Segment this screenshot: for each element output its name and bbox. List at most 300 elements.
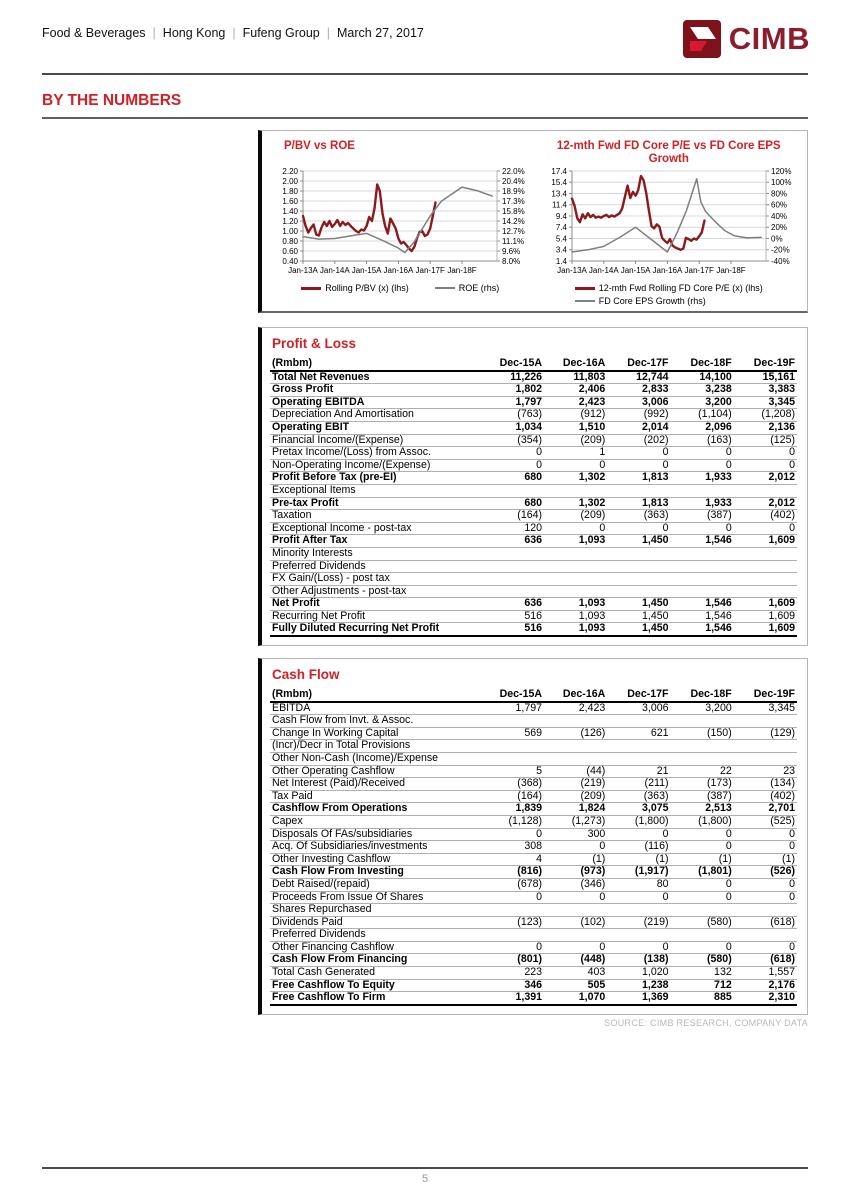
table-row bbox=[270, 535, 797, 548]
row-value: 0 bbox=[734, 447, 797, 460]
row-label: Operating EBIT bbox=[270, 421, 481, 434]
row-value bbox=[544, 715, 607, 728]
legend-label: Rolling P/BV (x) (lhs) bbox=[325, 283, 409, 293]
row-value bbox=[481, 904, 544, 917]
row-value bbox=[671, 752, 734, 765]
chart-legend bbox=[301, 283, 499, 293]
svg-text:15.8%: 15.8% bbox=[502, 206, 525, 216]
table-row bbox=[270, 853, 797, 866]
row-value: 1,093 bbox=[544, 535, 607, 548]
row-value: (209) bbox=[544, 434, 607, 447]
profit-loss-panel bbox=[258, 327, 808, 646]
row-value: (209) bbox=[544, 510, 607, 523]
legend-item bbox=[301, 283, 409, 293]
breadcrumb-separator: | bbox=[232, 26, 236, 40]
cash-flow-table bbox=[270, 689, 797, 1006]
svg-text:40%: 40% bbox=[770, 211, 787, 221]
row-label: Financial Income/(Expense) bbox=[270, 434, 481, 447]
svg-text:20.4%: 20.4% bbox=[502, 176, 525, 186]
row-label: Acq. Of Subsidiaries/investments bbox=[270, 841, 481, 854]
row-value: 2,012 bbox=[734, 472, 797, 485]
svg-text:17.3%: 17.3% bbox=[502, 196, 525, 206]
table-row bbox=[270, 384, 797, 397]
row-value: 1,609 bbox=[734, 598, 797, 611]
row-value: 2,136 bbox=[734, 421, 797, 434]
row-value: 2,012 bbox=[734, 497, 797, 510]
row-value: 0 bbox=[671, 447, 734, 460]
row-value: 2,423 bbox=[544, 396, 607, 409]
table-row bbox=[270, 967, 797, 980]
row-value bbox=[734, 573, 797, 586]
row-value bbox=[544, 585, 607, 598]
row-value: 3,200 bbox=[671, 702, 734, 715]
table-column-header: Dec-15A bbox=[481, 358, 544, 371]
svg-text:1.40: 1.40 bbox=[282, 206, 299, 216]
row-value: 0 bbox=[671, 841, 734, 854]
row-value: (129) bbox=[734, 727, 797, 740]
svg-text:11.4: 11.4 bbox=[551, 200, 567, 210]
row-value: (402) bbox=[734, 510, 797, 523]
cimb-logo-text: CIMB bbox=[728, 21, 810, 56]
row-label: Exceptional Items bbox=[270, 484, 481, 497]
row-label: Recurring Net Profit bbox=[270, 610, 481, 623]
svg-text:Jan-13A: Jan-13A bbox=[556, 266, 587, 275]
table-row bbox=[270, 472, 797, 485]
row-value: (580) bbox=[671, 954, 734, 967]
row-value: 0 bbox=[671, 828, 734, 841]
source-note: SOURCE: CIMB RESEARCH, COMPANY DATA bbox=[604, 1018, 808, 1028]
row-value bbox=[544, 573, 607, 586]
row-value: 712 bbox=[671, 979, 734, 992]
chart-plot bbox=[535, 166, 803, 278]
table-row bbox=[270, 623, 797, 636]
row-value: (102) bbox=[544, 916, 607, 929]
row-value: 1,546 bbox=[671, 623, 734, 636]
row-label: Total Cash Generated bbox=[270, 967, 481, 980]
row-value: 0 bbox=[544, 891, 607, 904]
row-value: 1,813 bbox=[607, 472, 670, 485]
row-value: 569 bbox=[481, 727, 544, 740]
row-value: 2,406 bbox=[544, 384, 607, 397]
row-value: 0 bbox=[734, 522, 797, 535]
table-column-header: Dec-15A bbox=[481, 689, 544, 702]
row-value: 0 bbox=[481, 459, 544, 472]
row-label: FX Gain/(Loss) - post tax bbox=[270, 573, 481, 586]
row-value bbox=[734, 715, 797, 728]
row-value: 0 bbox=[481, 941, 544, 954]
row-value: 2,176 bbox=[734, 979, 797, 992]
row-value: 132 bbox=[671, 967, 734, 980]
svg-text:1.20: 1.20 bbox=[282, 216, 299, 226]
row-value bbox=[544, 547, 607, 560]
row-value bbox=[734, 740, 797, 753]
row-label: Pre-tax Profit bbox=[270, 497, 481, 510]
svg-text:22.0%: 22.0% bbox=[502, 166, 525, 176]
row-value bbox=[671, 484, 734, 497]
svg-text:12.7%: 12.7% bbox=[502, 226, 525, 236]
row-value: 308 bbox=[481, 841, 544, 854]
svg-text:100%: 100% bbox=[770, 178, 792, 188]
svg-text:15.4: 15.4 bbox=[551, 178, 567, 188]
row-value: 1,802 bbox=[481, 384, 544, 397]
row-value: 0 bbox=[544, 459, 607, 472]
row-value: 0 bbox=[607, 522, 670, 535]
row-value: 1,797 bbox=[481, 702, 544, 715]
row-value: 3,238 bbox=[671, 384, 734, 397]
row-value: 1,839 bbox=[481, 803, 544, 816]
title-divider bbox=[42, 117, 808, 119]
row-value: 0 bbox=[544, 522, 607, 535]
row-value: 636 bbox=[481, 598, 544, 611]
row-label: Proceeds From Issue Of Shares bbox=[270, 891, 481, 904]
svg-text:60%: 60% bbox=[770, 200, 787, 210]
svg-text:Jan-18F: Jan-18F bbox=[447, 266, 477, 275]
row-value: 0 bbox=[607, 891, 670, 904]
row-value: 3,006 bbox=[607, 702, 670, 715]
row-value: 1,933 bbox=[671, 497, 734, 510]
row-value: (525) bbox=[734, 815, 797, 828]
row-value bbox=[481, 484, 544, 497]
row-value bbox=[734, 904, 797, 917]
row-value: (138) bbox=[607, 954, 670, 967]
table-column-header: Dec-19F bbox=[734, 358, 797, 371]
charts-panel bbox=[258, 130, 808, 313]
table-row bbox=[270, 421, 797, 434]
footer-divider bbox=[42, 1167, 808, 1169]
row-value: 12,744 bbox=[607, 371, 670, 384]
chart-title: 12-mth Fwd FD Core P/E vs FD Core EPS Growth bbox=[556, 140, 781, 165]
row-value: (526) bbox=[734, 866, 797, 879]
row-label: Profit After Tax bbox=[270, 535, 481, 548]
row-label: Minority Interests bbox=[270, 547, 481, 560]
row-value bbox=[481, 740, 544, 753]
row-value: (209) bbox=[544, 790, 607, 803]
row-value bbox=[544, 484, 607, 497]
svg-text:120%: 120% bbox=[770, 166, 792, 176]
table-row bbox=[270, 891, 797, 904]
row-value: 516 bbox=[481, 623, 544, 636]
row-value bbox=[671, 904, 734, 917]
row-value: (116) bbox=[607, 841, 670, 854]
row-value: 1,797 bbox=[481, 396, 544, 409]
row-value: (363) bbox=[607, 790, 670, 803]
svg-text:5.4: 5.4 bbox=[555, 234, 567, 244]
row-value: 0 bbox=[607, 447, 670, 460]
row-value: (123) bbox=[481, 916, 544, 929]
row-value: 21 bbox=[607, 765, 670, 778]
row-value: 22 bbox=[671, 765, 734, 778]
table-row bbox=[270, 904, 797, 917]
svg-text:-20%: -20% bbox=[770, 245, 790, 255]
table-row bbox=[270, 778, 797, 791]
table-row bbox=[270, 841, 797, 854]
row-value: (164) bbox=[481, 790, 544, 803]
row-label: Total Net Revenues bbox=[270, 371, 481, 384]
row-value: (618) bbox=[734, 916, 797, 929]
svg-text:80%: 80% bbox=[770, 189, 787, 199]
table-row bbox=[270, 484, 797, 497]
table-row bbox=[270, 941, 797, 954]
row-value: 1,093 bbox=[544, 623, 607, 636]
row-value: (763) bbox=[481, 409, 544, 422]
row-value bbox=[734, 929, 797, 942]
svg-text:Jan-16A: Jan-16A bbox=[652, 266, 683, 275]
row-value: (202) bbox=[607, 434, 670, 447]
row-value: (164) bbox=[481, 510, 544, 523]
row-label: Non-Operating Income/(Expense) bbox=[270, 459, 481, 472]
row-value: (163) bbox=[671, 434, 734, 447]
table-row bbox=[270, 916, 797, 929]
row-value: (678) bbox=[481, 878, 544, 891]
svg-text:Jan-14A: Jan-14A bbox=[588, 266, 619, 275]
svg-text:18.9%: 18.9% bbox=[502, 186, 525, 196]
table-column-header: Dec-16A bbox=[544, 358, 607, 371]
row-value: 0 bbox=[607, 459, 670, 472]
row-value: 2,833 bbox=[607, 384, 670, 397]
row-label: (Incr)/Decr in Total Provisions bbox=[270, 740, 481, 753]
cimb-logo bbox=[683, 20, 810, 58]
table-row bbox=[270, 715, 797, 728]
row-label: Net Interest (Paid)/Received bbox=[270, 778, 481, 791]
legend-label: FD Core EPS Growth (rhs) bbox=[598, 296, 706, 306]
row-value: 1,813 bbox=[607, 497, 670, 510]
row-value: (618) bbox=[734, 954, 797, 967]
svg-text:20%: 20% bbox=[770, 223, 787, 233]
row-value bbox=[481, 573, 544, 586]
row-value bbox=[671, 560, 734, 573]
row-value: (1,208) bbox=[734, 409, 797, 422]
row-value: (387) bbox=[671, 510, 734, 523]
row-value bbox=[481, 752, 544, 765]
svg-text:1.00: 1.00 bbox=[282, 226, 299, 236]
svg-text:1.80: 1.80 bbox=[282, 186, 299, 196]
row-value: 1,391 bbox=[481, 992, 544, 1005]
svg-text:1.4: 1.4 bbox=[555, 256, 567, 266]
row-label: Preferred Dividends bbox=[270, 560, 481, 573]
table-row bbox=[270, 727, 797, 740]
row-value: (346) bbox=[544, 878, 607, 891]
table-row bbox=[270, 979, 797, 992]
row-label: Dividends Paid bbox=[270, 916, 481, 929]
table-row bbox=[270, 765, 797, 778]
svg-text:Jan-14A: Jan-14A bbox=[320, 266, 350, 275]
row-value: 885 bbox=[671, 992, 734, 1005]
row-value: 0 bbox=[544, 941, 607, 954]
row-value bbox=[734, 484, 797, 497]
row-value: 0 bbox=[734, 841, 797, 854]
table-row bbox=[270, 740, 797, 753]
table-row bbox=[270, 434, 797, 447]
row-value: 680 bbox=[481, 497, 544, 510]
chart-plot bbox=[266, 166, 534, 278]
row-value bbox=[481, 560, 544, 573]
row-value bbox=[671, 715, 734, 728]
row-value: 1,546 bbox=[671, 598, 734, 611]
table-row bbox=[270, 610, 797, 623]
svg-text:2.00: 2.00 bbox=[282, 176, 299, 186]
row-value: (912) bbox=[544, 409, 607, 422]
row-value: 1,369 bbox=[607, 992, 670, 1005]
svg-text:0.60: 0.60 bbox=[282, 246, 299, 256]
row-value bbox=[607, 715, 670, 728]
row-value bbox=[607, 547, 670, 560]
row-value: 680 bbox=[481, 472, 544, 485]
svg-text:Jan-17F: Jan-17F bbox=[415, 266, 446, 275]
row-label: Shares Repurchased bbox=[270, 904, 481, 917]
svg-text:2.20: 2.20 bbox=[282, 166, 299, 176]
legend-line-swatch bbox=[575, 287, 595, 290]
row-label: Capex bbox=[270, 815, 481, 828]
row-value: 80 bbox=[607, 878, 670, 891]
row-value: 1,933 bbox=[671, 472, 734, 485]
row-value bbox=[607, 752, 670, 765]
table-row bbox=[270, 828, 797, 841]
row-value: 516 bbox=[481, 610, 544, 623]
row-value bbox=[544, 740, 607, 753]
row-value: 3,383 bbox=[734, 384, 797, 397]
table-row bbox=[270, 573, 797, 586]
breadcrumb-item-date: March 27, 2017 bbox=[337, 26, 424, 40]
row-value: (1,800) bbox=[671, 815, 734, 828]
row-value: 0 bbox=[607, 828, 670, 841]
row-value: (126) bbox=[544, 727, 607, 740]
legend-line-swatch bbox=[575, 300, 595, 302]
row-value bbox=[481, 585, 544, 598]
svg-text:9.6%: 9.6% bbox=[502, 246, 521, 256]
row-value: (1,104) bbox=[671, 409, 734, 422]
svg-text:3.4: 3.4 bbox=[555, 245, 567, 255]
table-unit-header: (Rmbm) bbox=[270, 689, 481, 702]
table-row bbox=[270, 547, 797, 560]
row-label: Net Profit bbox=[270, 598, 481, 611]
svg-text:0%: 0% bbox=[770, 234, 783, 244]
row-value: (1,273) bbox=[544, 815, 607, 828]
row-label: Taxation bbox=[270, 510, 481, 523]
row-value: 3,345 bbox=[734, 702, 797, 715]
row-value bbox=[607, 929, 670, 942]
table-column-header: Dec-18F bbox=[671, 358, 734, 371]
table-column-header: Dec-18F bbox=[671, 689, 734, 702]
row-value: (448) bbox=[544, 954, 607, 967]
svg-text:9.4: 9.4 bbox=[555, 211, 567, 221]
svg-text:8.0%: 8.0% bbox=[502, 256, 521, 266]
row-value: (173) bbox=[671, 778, 734, 791]
row-value: 0 bbox=[734, 891, 797, 904]
row-value: (211) bbox=[607, 778, 670, 791]
svg-text:7.4: 7.4 bbox=[555, 223, 567, 233]
row-value: 3,345 bbox=[734, 396, 797, 409]
row-label: Free Cashflow To Equity bbox=[270, 979, 481, 992]
row-value: 1,609 bbox=[734, 610, 797, 623]
table-row bbox=[270, 815, 797, 828]
row-value bbox=[671, 547, 734, 560]
row-value: 0 bbox=[671, 941, 734, 954]
row-value: 1,824 bbox=[544, 803, 607, 816]
svg-text:Jan-18F: Jan-18F bbox=[716, 266, 746, 275]
row-value: 3,075 bbox=[607, 803, 670, 816]
legend-item bbox=[575, 283, 763, 293]
header-divider bbox=[42, 73, 808, 75]
row-value bbox=[481, 547, 544, 560]
row-label: Cashflow From Operations bbox=[270, 803, 481, 816]
row-value: 2,096 bbox=[671, 421, 734, 434]
row-value bbox=[671, 573, 734, 586]
row-value: (992) bbox=[607, 409, 670, 422]
row-value bbox=[607, 484, 670, 497]
legend-label: 12-mth Fwd Rolling FD Core P/E (x) (lhs) bbox=[598, 283, 763, 293]
row-value: (44) bbox=[544, 765, 607, 778]
row-value: 3,200 bbox=[671, 396, 734, 409]
row-value bbox=[607, 585, 670, 598]
pbv-vs-roe-chart bbox=[266, 136, 535, 309]
row-value bbox=[734, 752, 797, 765]
table-unit-header: (Rmbm) bbox=[270, 358, 481, 371]
row-value: 636 bbox=[481, 535, 544, 548]
row-label: Other Adjustments - post-tax bbox=[270, 585, 481, 598]
breadcrumb-item-sector: Food & Beverages bbox=[42, 26, 146, 40]
row-value: 505 bbox=[544, 979, 607, 992]
row-value: 1,510 bbox=[544, 421, 607, 434]
row-value: 621 bbox=[607, 727, 670, 740]
table-row bbox=[270, 459, 797, 472]
row-value: 0 bbox=[481, 891, 544, 904]
row-value: (1) bbox=[734, 853, 797, 866]
legend-item bbox=[575, 296, 706, 306]
row-value: 0 bbox=[544, 841, 607, 854]
table-row bbox=[270, 790, 797, 803]
row-label: Free Cashflow To Firm bbox=[270, 992, 481, 1005]
row-value: (1,128) bbox=[481, 815, 544, 828]
svg-text:1.60: 1.60 bbox=[282, 196, 299, 206]
row-value: (402) bbox=[734, 790, 797, 803]
table-row bbox=[270, 866, 797, 879]
row-value: 2,014 bbox=[607, 421, 670, 434]
row-value: 1,093 bbox=[544, 598, 607, 611]
row-value: (801) bbox=[481, 954, 544, 967]
row-value bbox=[481, 715, 544, 728]
row-label: Change In Working Capital bbox=[270, 727, 481, 740]
row-label: Disposals Of FAs/subsidiaries bbox=[270, 828, 481, 841]
row-value: (368) bbox=[481, 778, 544, 791]
breadcrumb-item-company: Fufeng Group bbox=[242, 26, 320, 40]
chart-legend bbox=[575, 283, 763, 306]
row-value bbox=[671, 740, 734, 753]
table-column-header: Dec-19F bbox=[734, 689, 797, 702]
svg-text:0.40: 0.40 bbox=[282, 256, 299, 266]
row-value: 0 bbox=[734, 878, 797, 891]
row-value: 1,070 bbox=[544, 992, 607, 1005]
row-value: 120 bbox=[481, 522, 544, 535]
row-value bbox=[544, 560, 607, 573]
row-value: 14,100 bbox=[671, 371, 734, 384]
table-row bbox=[270, 409, 797, 422]
row-value: 3,006 bbox=[607, 396, 670, 409]
row-value bbox=[671, 929, 734, 942]
legend-line-swatch bbox=[435, 287, 455, 289]
svg-text:Jan-16A: Jan-16A bbox=[383, 266, 414, 275]
row-value bbox=[481, 929, 544, 942]
table-row bbox=[270, 522, 797, 535]
row-label: Preferred Dividends bbox=[270, 929, 481, 942]
row-label: Tax Paid bbox=[270, 790, 481, 803]
row-value bbox=[734, 560, 797, 573]
row-label: Cash Flow From Investing bbox=[270, 866, 481, 879]
table-row bbox=[270, 396, 797, 409]
row-value: (1) bbox=[671, 853, 734, 866]
row-value bbox=[734, 547, 797, 560]
row-value: 15,161 bbox=[734, 371, 797, 384]
table-row bbox=[270, 497, 797, 510]
